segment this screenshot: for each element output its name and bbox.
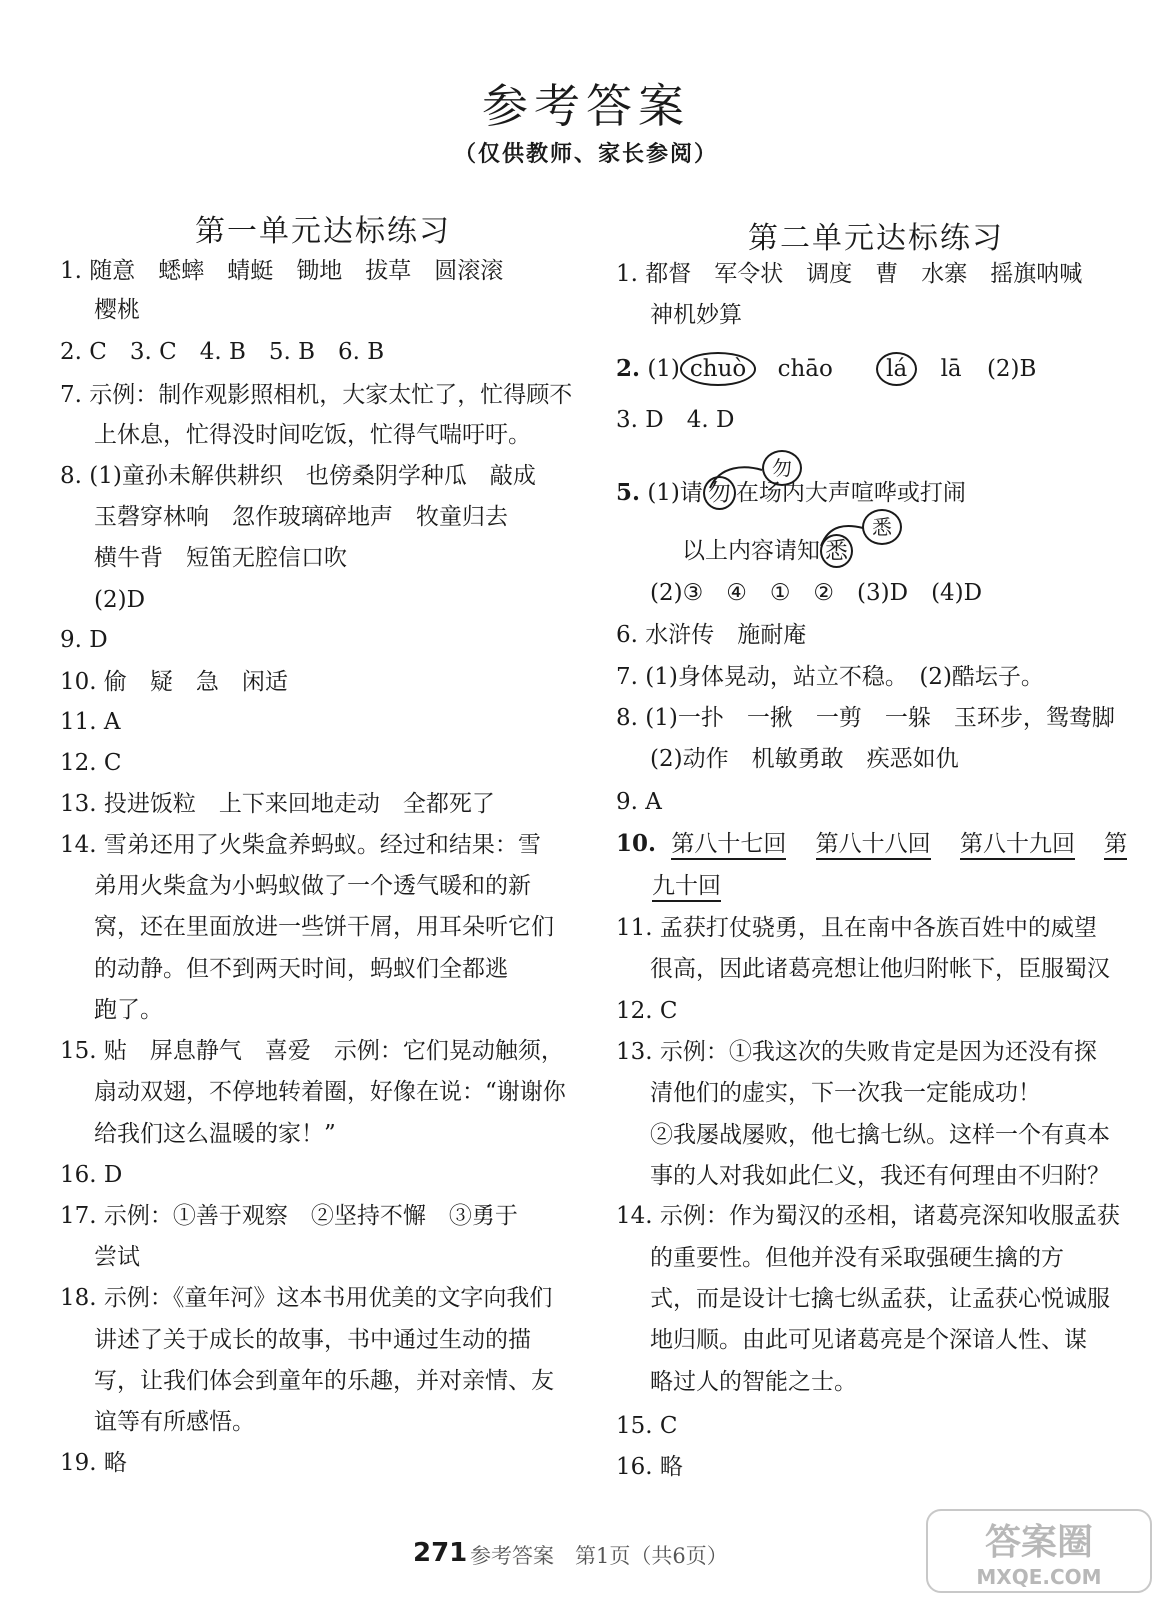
answer-line: 9. D [60, 627, 108, 653]
answer-line-q2 [616, 352, 1036, 386]
underlined-chapter: 第八十七回 [671, 831, 786, 860]
answer-line-q10 [616, 829, 1127, 859]
answer-text: 以上内容请知 [682, 538, 820, 564]
answer-line: 樱桃 [94, 297, 140, 323]
circled-character: 悉 [820, 534, 853, 568]
answer-line: 11. 孟获打仗骁勇，且在南中各族百姓中的威望 [616, 915, 1097, 941]
answer-line: 15. C [616, 1413, 678, 1439]
answer-line: 尝试 [94, 1244, 140, 1270]
answer-line: 弟用火柴盒为小蚂蚁做了一个透气暖和的新 [94, 873, 531, 899]
answer-line: 1. 都督 军令状 调度 曹 水寨 摇旗呐喊 [616, 261, 1083, 287]
answer-line: 9. A [616, 789, 662, 815]
answer-line: 16. D [60, 1162, 123, 1188]
question-number: 5. [616, 479, 641, 506]
answer-line: 18. 示例：《童年河》这本书用优美的文字向我们 [60, 1285, 553, 1311]
answer-line: (2)D [94, 587, 146, 613]
answer-line: 14. 示例：作为蜀汉的丞相，诸葛亮深知收服孟获 [616, 1203, 1120, 1229]
answer-line: 1. 随意 蟋蟀 蜻蜓 锄地 拔草 圆滚滚 [60, 258, 504, 284]
watermark-url: MXQE.COM [976, 1565, 1102, 1589]
correction-callout: 悉 [862, 509, 902, 545]
answer-line: 13. 投进饭粒 上下来回地走动 全都死了 [60, 791, 495, 817]
page-title: 参考答案 [482, 79, 690, 133]
answer-line: 很高，因此诸葛亮想让他归附帐下，臣服蜀汉 [650, 956, 1110, 982]
watermark-logo-text: 答案圈 [984, 1522, 1094, 1563]
site-watermark [925, 1508, 1153, 1594]
answer-line: 略过人的智能之士。 [650, 1369, 857, 1395]
answer-line: 8. (1)童孙未解供耕织 也傍桑阴学种瓜 敲成 [60, 463, 536, 489]
answer-line: (2)③ ④ ① ② (3)D (4)D [650, 580, 983, 606]
answer-text: (1) [647, 356, 680, 382]
circled-character: 勿 [703, 476, 736, 510]
answer-line: 上休息，忙得没时间吃饭，忙得气喘吁吁。 [94, 422, 531, 448]
answer-text: chāo [777, 356, 833, 382]
underlined-chapter: 第八十九回 [960, 831, 1075, 860]
answer-line: 15. 贴 屏息静气 喜爱 示例：它们晃动触须， [60, 1038, 564, 1064]
answer-line: 8. (1)一扑 一揪 一剪 一躲 玉环步，鸳鸯脚 [616, 705, 1115, 731]
page-subtitle: （仅供教师、家长参阅） [453, 141, 718, 167]
answer-line: 式，而是设计七擒七纵孟获，让孟获心悦诚服 [650, 1286, 1110, 1312]
answer-line [682, 534, 853, 568]
answer-line: ②我屡战屡败，他七擒七纵。这样一个有真本 [650, 1122, 1110, 1148]
page-number: 271 [413, 1538, 468, 1568]
answer-line: 7. (1)身体晃动，站立不稳。 (2)酷坛子。 [616, 664, 1044, 690]
footer-text: 参考答案 第1页（共6页） [470, 1544, 728, 1568]
answer-line: 给我们这么温暖的家！” [94, 1121, 336, 1147]
answer-line: 19. 略 [60, 1450, 127, 1476]
answer-line: 16. 略 [616, 1454, 683, 1480]
answer-line: 3. D 4. D [616, 407, 735, 433]
underlined-chapter: 第八十八回 [816, 831, 931, 860]
answer-line: 12. C [60, 750, 122, 776]
answer-line: 神机妙算 [650, 302, 742, 328]
answer-line: 6. 水浒传 施耐庵 [616, 622, 807, 648]
answer-line: 谊等有所感悟。 [94, 1409, 255, 1435]
answer-line: 横牛背 短笛无腔信口吹 [94, 545, 347, 571]
underlined-chapter: 第 [1104, 831, 1127, 860]
answer-line: 地归顺。由此可见诸葛亮是个深谙人性、谋 [650, 1327, 1087, 1353]
answer-line: 14. 雪弟还用了火柴盒养蚂蚁。经过和结果：雪 [60, 832, 541, 858]
unit1-title: 第一单元达标练习 [195, 214, 451, 249]
answer-line [652, 871, 721, 901]
answer-line: 12. C [616, 998, 678, 1024]
answer-text: lā [940, 356, 962, 382]
circled-pinyin: lá [876, 352, 917, 386]
question-number: 2. [616, 355, 641, 382]
answer-line: 的动静。但不到两天时间，蚂蚁们全都逃 [94, 956, 508, 982]
answer-line: 窝，还在里面放进一些饼干屑，用耳朵听它们 [94, 914, 554, 940]
answer-line: 跑了。 [94, 997, 163, 1023]
answer-line: 10. 偷 疑 急 闲适 [60, 669, 288, 695]
answer-line: (2)动作 机敏勇敢 疾恶如仇 [650, 746, 959, 772]
circled-pinyin: chuò [680, 352, 756, 386]
underlined-chapter: 九十回 [652, 873, 721, 902]
answer-line: 2. C 3. C 4. B 5. B 6. B [60, 339, 385, 365]
answer-line: 玉磬穿林响 忽作玻璃碎地声 牧童归去 [94, 504, 508, 530]
answer-line: 扇动双翅，不停地转着圈，好像在说：“谢谢你 [94, 1079, 566, 1105]
answer-line: 7. 示例：制作观影照相机，大家太忙了，忙得顾不 [60, 382, 573, 408]
answer-line-q5 [616, 476, 966, 510]
answer-line: 讲述了关于成长的故事，书中通过生动的描 [94, 1327, 531, 1353]
answer-line: 的重要性。但他并没有采取强硬生擒的方 [650, 1245, 1064, 1271]
answer-line: 17. 示例：①善于观察 ②坚持不懈 ③勇于 [60, 1203, 518, 1229]
answer-text: (1)请 [647, 480, 703, 506]
answer-line: 13. 示例：①我这次的失败肯定是因为还没有探 [616, 1039, 1097, 1065]
question-number: 10. [616, 830, 657, 857]
unit2-title: 第二单元达标练习 [748, 221, 1004, 256]
correction-callout: 勿 [762, 450, 802, 486]
answer-text: 在场内大声喧哗或打闹 [735, 480, 966, 506]
answer-text: (2)B [986, 356, 1037, 382]
answer-line: 事的人对我如此仁义，我还有何理由不归附？ [650, 1163, 1110, 1189]
answer-line: 清他们的虚实，下一次我一定能成功！ [650, 1080, 1041, 1106]
answer-line: 11. A [60, 709, 121, 735]
answer-line: 写，让我们体会到童年的乐趣，并对亲情、友 [94, 1368, 554, 1394]
